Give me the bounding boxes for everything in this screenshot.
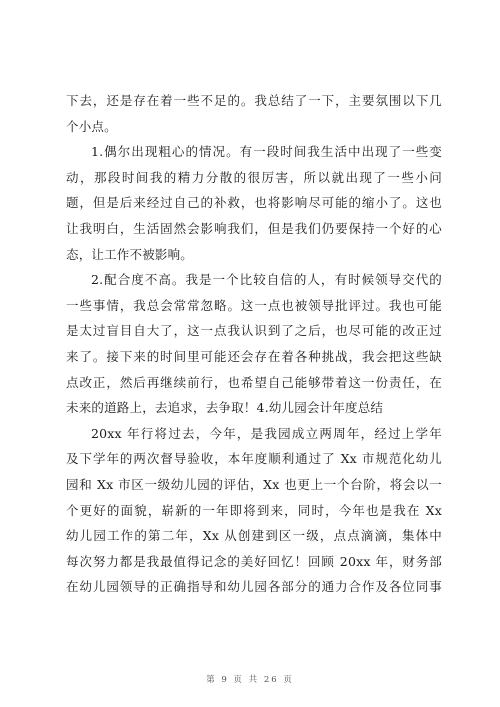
text-line: 幼儿园工作的第二年，Xx 从创建到区一级，点点滴滴，集体中 [66, 528, 442, 544]
document-body [66, 88, 442, 600]
text-line: 及下学年的两次督导验收，本年度顺利通过了 Xx 市规范化幼儿 [66, 451, 442, 467]
text-line: 园和 Xx 市区一级幼儿园的评估，Xx 也更上一个台阶，将会以一 [66, 476, 442, 492]
text-line: 动，那段时间我的精力分散的很厉害，所以就出现了一些小问 [66, 169, 442, 185]
text-line: 个更好的面貌，崭新的一年即将到来，同时，今年也是我在 Xx [66, 502, 442, 518]
text-line: 20xx 年行将过去，今年，是我园成立两周年，经过上学年 [91, 425, 442, 441]
text-line: 个小点。 [66, 118, 117, 134]
text-line: 题，但是后来经过自己的补救，也将影响尽可能的缩小了。这也 [66, 195, 442, 211]
text-line: 是太过盲目自大了，这一点我认识到了之后，也尽可能的改正过 [66, 323, 442, 339]
text-line: 点改正，然后再继续前行，也希望自己能够带着这一份责任，在 [66, 374, 442, 390]
text-line: 每次努力都是我最值得记念的美好回忆！回顾 20xx 年，财务部 [66, 553, 442, 569]
page-footer: 第 9 页 共 26 页 [206, 675, 294, 685]
text-line: 来了。接下来的时间里可能还会存在着各种挑战，我会把这些缺 [66, 348, 442, 364]
text-line: 在幼儿园领导的正确指导和幼儿园各部分的通力合作及各位同事 [66, 579, 442, 595]
text-line: 一些事情，我总会常常忽略。这一点也被领导批评过。我也可能 [66, 297, 442, 313]
text-line: 下去，还是存在着一些不足的。我总结了一下，主要氛围以下几 [66, 93, 442, 108]
text-line: 2.配合度不高。我是一个比较自信的人，有时候领导交代的 [91, 272, 442, 288]
text-line: 未来的道路上，去追求，去争取！4.幼儿园会计年度总结 [66, 400, 384, 416]
text-line: 让我明白，生活固然会影响我们，但是我们仍要保持一个好的心 [66, 220, 442, 236]
text-line: 态，让工作不被影响。 [66, 246, 194, 262]
text-line: 1.偶尔出现粗心的情况。有一段时间我生活中出现了一些变 [91, 144, 442, 160]
